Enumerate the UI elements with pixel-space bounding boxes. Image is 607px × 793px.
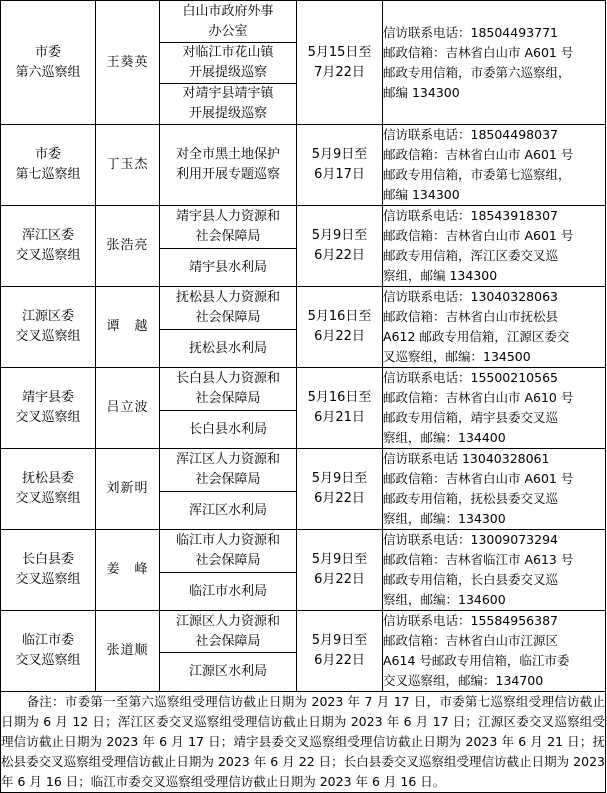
contact-info-line: 察组，邮编：134400 — [383, 430, 506, 445]
inspection-date-text: 5月9日至 — [311, 471, 368, 486]
inspection-group-name: 抚松县委 — [21, 471, 74, 486]
inspection-group-name: 交叉巡察组 — [15, 248, 81, 263]
inspection-target-text: 社会保障局 — [195, 472, 261, 488]
inspection-date-cell — [297, 611, 383, 692]
inspection-target-cell — [160, 530, 297, 573]
inspection-date-text: 6月21日 — [314, 410, 365, 425]
inspection-group-name: 浑江区委 — [21, 228, 74, 243]
inspection-target-text: 靖宇县水利局 — [188, 259, 267, 275]
contact-info-line: 邮政专用信箱，市委第六巡察组， — [383, 64, 571, 80]
contact-info-line: 邮政专用信箱，抚松县委交叉巡 — [383, 491, 559, 506]
group-leader-name: 姜 峰 — [106, 562, 149, 577]
inspection-date-text: 6月22日 — [314, 329, 365, 344]
contact-info-line: 信访联系电话：15500210565 — [383, 370, 558, 385]
inspection-group-cell — [1, 530, 96, 611]
inspection-target-text: 临江市水利局 — [188, 583, 267, 599]
remarks-note: 备注：市委第一至第六巡察组受理信访截止日期为 2023 年 7 月 17 日，市委第七巡察组受理信访截止日期为 6 月 12 日；浑江区委交叉巡察组受理信访截止日期为 2023 年 6 月 17 日；江源区委交叉巡察组受理信访截止日期为 2023 年 6 月 17 日；靖宇县委交叉巡察组受理信访截止日期为 2023 年 6 月 21 日；抚松县委交叉巡察组受理信访截止日期为 2023 年 6 月 22 日；长白县委交叉巡察组受理信访截止日期为 2023 年 6 月 16 日；临江市委交叉巡察组受理信访截止日期为 2023 年 6 月 16 日。 — [1, 692, 606, 793]
inspection-group-name: 第七巡察组 — [15, 167, 81, 182]
inspection-target-cell — [160, 287, 297, 330]
inspection-group-name: 交叉巡察组 — [15, 653, 81, 668]
inspection-target-cell — [160, 653, 297, 692]
inspection-target-text: 长白县人力资源和 — [175, 371, 280, 387]
contact-info-line: 察组，邮编 134300 — [383, 268, 498, 283]
inspection-target-cell — [160, 573, 297, 611]
table-row — [1, 368, 606, 411]
inspection-target-text: 社会保障局 — [195, 553, 261, 569]
inspection-date-text: 6月22日 — [314, 653, 365, 668]
group-leader-name: 张浩亮 — [106, 238, 149, 253]
inspection-date-cell — [297, 530, 383, 611]
inspection-date-cell — [297, 206, 383, 287]
inspection-target-text: 抚松县人力资源和 — [175, 290, 280, 306]
inspection-date-cell — [297, 287, 383, 368]
inspection-date-text: 7月22日 — [314, 64, 365, 80]
inspection-target-text: 江源区水利局 — [188, 664, 267, 680]
contact-info-line: 信访联系电话：18543918307 — [383, 208, 558, 223]
contact-info-line: 察组，邮编：134300 — [383, 511, 506, 526]
contact-info-line: 邮政专用信箱，浑江区委交叉巡 — [383, 248, 559, 263]
inspection-date-cell — [297, 1, 383, 125]
contact-info-line: 邮政专用信箱，市委第七巡察组， — [383, 167, 571, 182]
inspection-target-text: 对全市黑土地保护 — [175, 147, 280, 162]
inspection-date-text: 5月9日至 — [311, 228, 368, 243]
inspection-target-text: 社会保障局 — [195, 633, 261, 649]
inspection-date-cell — [297, 368, 383, 449]
contact-info-line: 邮政信箱：吉林省白山市 A601 号 — [383, 147, 574, 162]
group-leader-cell — [96, 206, 160, 287]
contact-info-cell — [383, 206, 606, 287]
inspection-group-cell — [1, 611, 96, 692]
inspection-group-name: 交叉巡察组 — [15, 410, 81, 425]
group-leader-cell — [96, 611, 160, 692]
contact-info-line: 邮政信箱：吉林省白山市 A601 号 — [383, 471, 574, 486]
group-leader-name: 吕立波 — [106, 400, 149, 415]
inspection-target-text: 临江市人力资源和 — [175, 533, 280, 549]
contact-info-line: 信访联系电话：15584956387 — [383, 613, 558, 628]
inspection-target-text: 江源区人力资源和 — [175, 613, 280, 629]
inspection-target-cell — [160, 43, 297, 84]
inspection-target-cell — [160, 1, 297, 43]
contact-info-cell — [383, 368, 606, 449]
inspection-target-text: 白山市政府外事 — [182, 3, 274, 19]
inspection-target-cell — [160, 611, 297, 653]
inspection-group-name: 长白县委 — [21, 552, 74, 567]
inspection-target-text: 利用开展专题巡察 — [175, 167, 280, 182]
inspection-group-name: 交叉巡察组 — [15, 572, 81, 587]
table-row — [1, 530, 606, 573]
inspection-date-text: 5月15日至 — [307, 44, 372, 60]
inspection-target-text: 开展提级巡察 — [188, 65, 267, 80]
contact-info-line: 邮政专用信箱，长白县委交叉巡 — [383, 572, 559, 587]
group-leader-name: 刘新明 — [106, 481, 149, 496]
inspection-target-text: 浑江区水利局 — [188, 502, 267, 518]
contact-info-line: 邮政信箱：吉林省白山市 A610 号 — [383, 390, 574, 405]
contact-info-line: 信访联系电话：13009073294 — [383, 532, 558, 547]
inspection-target-text: 靖宇县人力资源和 — [175, 209, 280, 225]
contact-info-line: 邮政信箱：吉林省临江市 A613 号 — [383, 552, 574, 567]
inspection-target-cell — [160, 368, 297, 411]
inspection-date-text: 5月9日至 — [311, 552, 368, 567]
contact-info-line: 信访联系电话：18504498037 — [383, 127, 558, 142]
inspection-target-cell — [160, 411, 297, 449]
contact-info-line: 叉巡察组，邮编：134500 — [383, 349, 531, 364]
table-row — [1, 206, 606, 249]
group-leader-name: 张道顺 — [106, 643, 149, 658]
inspection-target-text: 长白县水利局 — [188, 421, 267, 437]
contact-info-line: 邮编 134300 — [383, 84, 460, 100]
inspection-group-name: 第六巡察组 — [15, 64, 81, 80]
table-row — [1, 125, 606, 206]
contact-info-line: 信访联系电话 13040328061 — [383, 451, 550, 466]
contact-info-line: 邮政专用信箱，靖宇县委交叉巡 — [383, 410, 559, 425]
contact-info-line: A614 号邮政专用信箱，临江市委 — [383, 653, 570, 668]
inspection-target-text: 对靖宇县靖宇镇 — [182, 86, 274, 101]
group-leader-cell — [96, 449, 160, 530]
contact-info-line: 信访联系电话：13040328063 — [383, 289, 558, 304]
inspection-target-text: 社会保障局 — [195, 310, 261, 326]
inspection-group-cell — [1, 1, 96, 125]
inspection-group-cell — [1, 206, 96, 287]
contact-info-cell — [383, 611, 606, 692]
contact-info-line: 邮政信箱：吉林省白山市 A601 号 — [383, 228, 574, 243]
inspection-target-cell — [160, 449, 297, 492]
group-leader-cell — [96, 530, 160, 611]
inspection-group-name: 市委 — [34, 44, 61, 60]
contact-info-line: 察组，邮编：134600 — [383, 592, 506, 607]
inspection-group-name: 靖宇县委 — [21, 390, 74, 405]
inspection-date-text: 5月16日至 — [307, 390, 372, 405]
contact-info-line: 交叉巡察组，邮编：134700 — [383, 673, 544, 688]
table-row — [1, 449, 606, 492]
inspection-date-cell — [297, 449, 383, 530]
group-leader-cell — [96, 287, 160, 368]
inspection-date-text: 6月22日 — [314, 491, 365, 506]
contact-info-cell — [383, 530, 606, 611]
inspection-date-text: 5月16日至 — [307, 309, 372, 324]
contact-info-line: 邮编 134300 — [383, 187, 460, 202]
contact-info-line: 邮政信箱：吉林省白山市 A601 号 — [383, 44, 574, 60]
inspection-group-cell — [1, 449, 96, 530]
group-leader-cell — [96, 1, 160, 125]
inspection-target-cell — [160, 84, 297, 125]
table-row — [1, 1, 606, 43]
contact-info-cell — [383, 1, 606, 125]
inspection-group-name: 交叉巡察组 — [15, 329, 81, 344]
inspection-target-text: 社会保障局 — [195, 391, 261, 407]
inspection-date-text: 6月17日 — [314, 167, 365, 182]
inspection-target-cell — [160, 330, 297, 368]
inspection-group-name: 临江市委 — [21, 633, 74, 648]
inspection-target-text: 开展提级巡察 — [188, 106, 267, 121]
table-body — [1, 1, 606, 793]
inspection-group-cell — [1, 287, 96, 368]
inspection-target-text: 抚松县水利局 — [188, 340, 267, 356]
contact-info-cell — [383, 125, 606, 206]
contact-info-cell — [383, 287, 606, 368]
inspection-date-text: 6月22日 — [314, 572, 365, 587]
contact-info-cell — [383, 449, 606, 530]
inspection-date-text: 5月9日至 — [311, 633, 368, 648]
inspection-group-cell — [1, 368, 96, 449]
inspection-group-name: 交叉巡察组 — [15, 491, 81, 506]
inspection-target-cell — [160, 492, 297, 530]
group-leader-name: 丁玉杰 — [106, 157, 149, 172]
table-row — [1, 287, 606, 330]
group-leader-cell — [96, 368, 160, 449]
inspection-date-cell — [297, 125, 383, 206]
contact-info-line: 邮政信箱：吉林省白山市江源区 — [383, 633, 559, 648]
inspection-group-name: 江源区委 — [21, 309, 74, 324]
contact-info-line: A612 邮政专用信箱，江源区委交 — [383, 329, 570, 344]
inspection-target-text: 浑江区人力资源和 — [175, 452, 280, 468]
contact-info-line: 信访联系电话：18504493771 — [383, 24, 558, 40]
inspection-target-text: 对临江市花山镇 — [182, 45, 274, 60]
inspection-target-text: 办公室 — [208, 23, 248, 39]
table-row — [1, 611, 606, 653]
note-row — [1, 692, 606, 793]
group-leader-name: 王葵英 — [106, 54, 149, 70]
group-leader-name: 谭 越 — [106, 319, 149, 334]
group-leader-cell — [96, 125, 160, 206]
inspection-target-cell — [160, 125, 297, 206]
contact-info-line: 邮政信箱：吉林省白山市抚松县 — [383, 309, 559, 324]
inspection-target-text: 社会保障局 — [195, 229, 261, 245]
inspection-date-text: 6月22日 — [314, 248, 365, 263]
inspection-date-text: 5月9日至 — [311, 147, 368, 162]
inspection-target-cell — [160, 206, 297, 249]
inspection-target-cell — [160, 249, 297, 287]
inspection-group-cell — [1, 125, 96, 206]
inspection-group-name: 市委 — [34, 147, 61, 162]
